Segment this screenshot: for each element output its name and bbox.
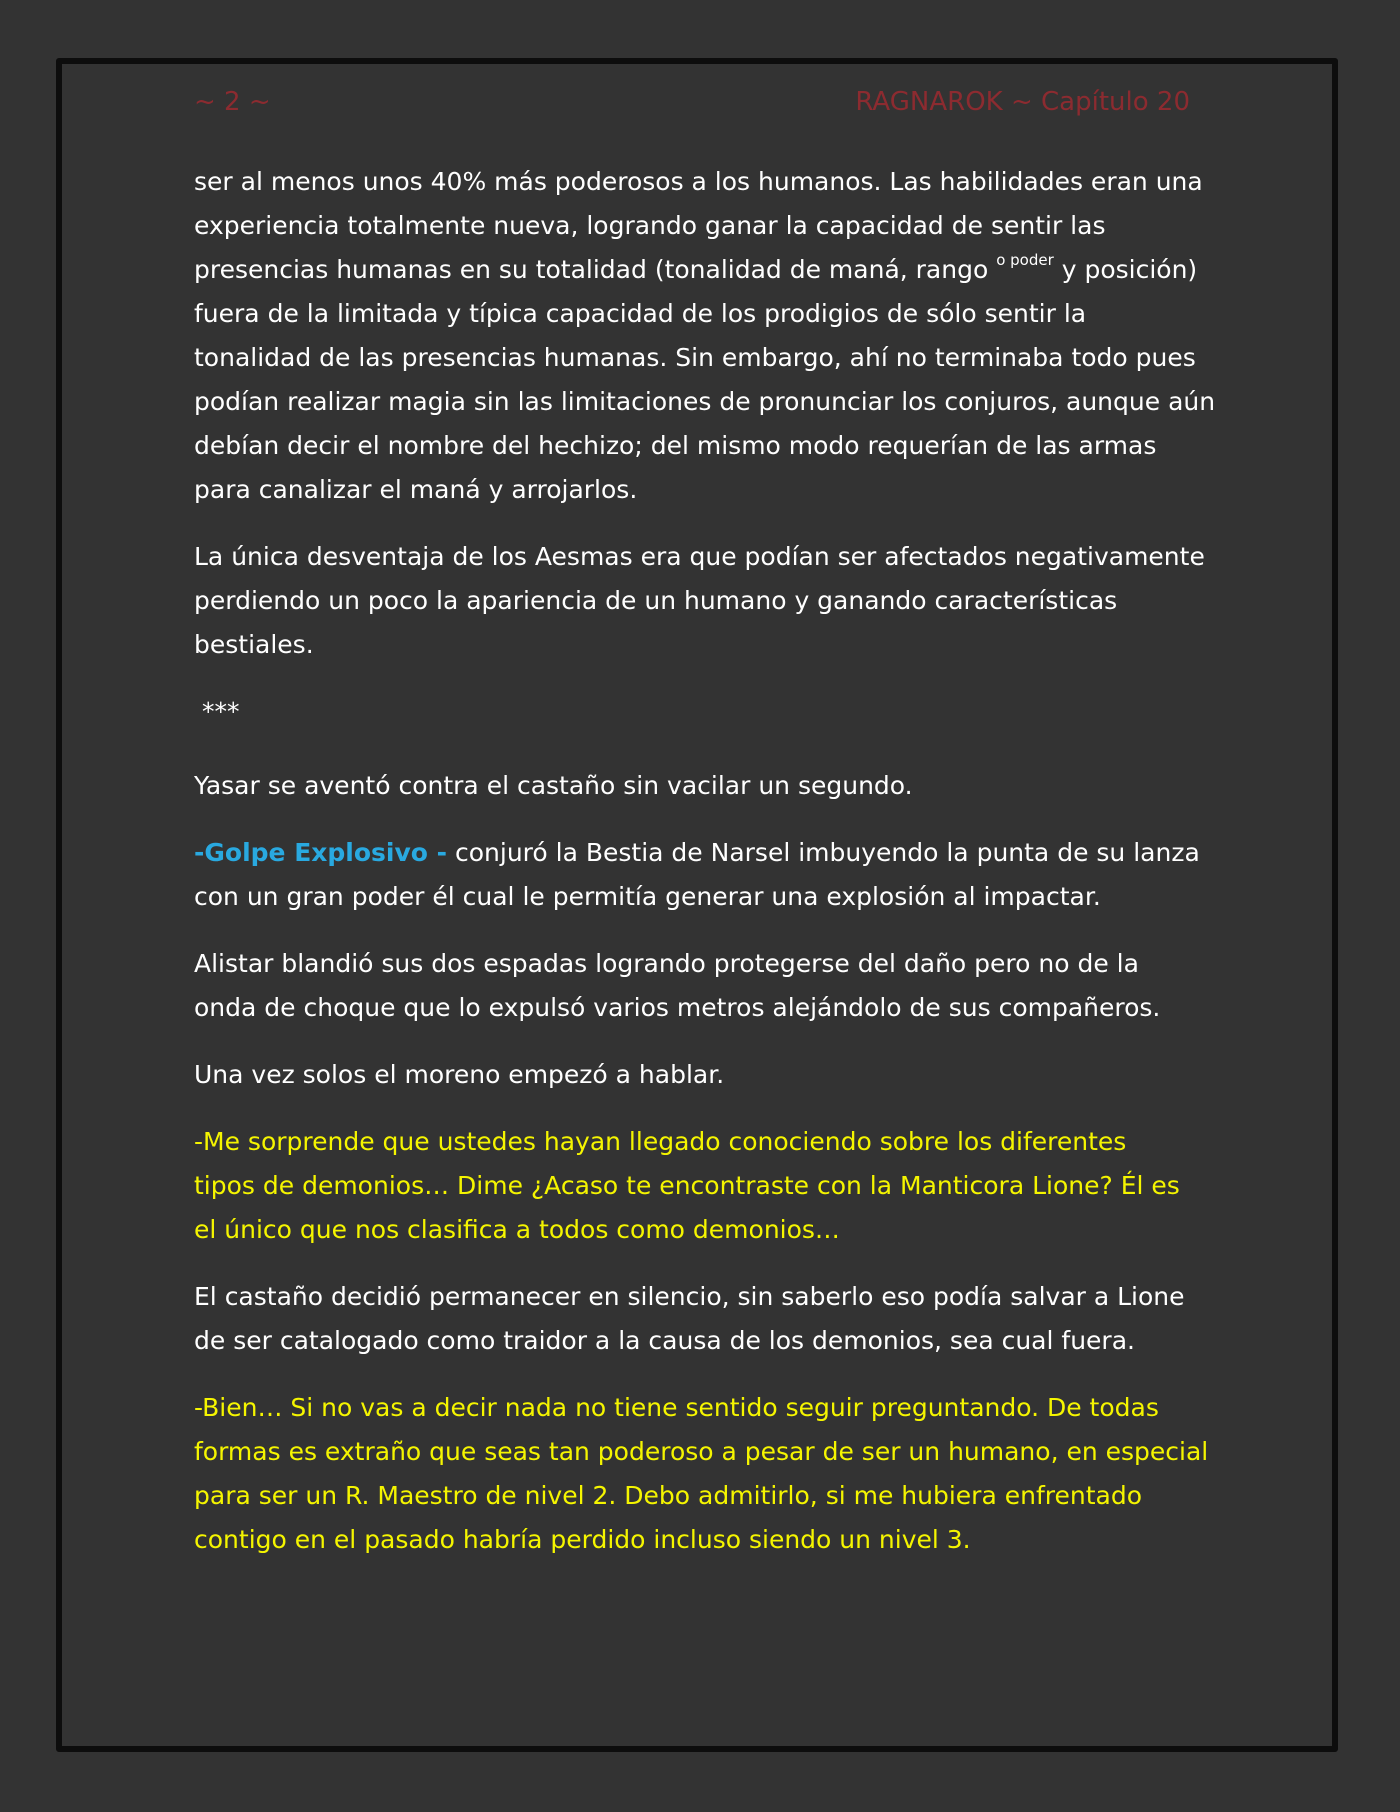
page-header: [194, 84, 1190, 120]
text-line: La única desventaja de los Aesmas era que podían ser afectados negativamente: [194, 542, 1205, 571]
dialogue-line: -Bien… Si no vas a decir nada no tiene sentido seguir preguntando. De todas: [194, 1393, 1159, 1422]
running-title: RAGNAROK ~ Capítulo 20: [855, 87, 1190, 117]
text-line: debían decir el nombre del hechizo; del mismo modo requerían de las armas: [194, 431, 1157, 460]
text-line: para canalizar el maná y arrojarlos.: [194, 475, 638, 504]
paragraph-narration: [194, 1053, 1214, 1097]
text-line: ser al menos unos 40% más poderosos a los humanos. Las habilidades eran una: [194, 167, 1203, 196]
text-line: tonalidad de las presencias humanas. Sin embargo, ahí no terminaba todo pues: [194, 343, 1196, 372]
text-line: Yasar se aventó contra el castaño sin vacilar un segundo.: [194, 771, 913, 800]
paragraph-dialogue: [194, 1120, 1214, 1252]
text-line: de ser catalogado como traidor a la causa de los demonios, sea cual fuera.: [194, 1326, 1135, 1355]
text-line: onda de choque que lo expulsó varios metros alejándolo de sus compañeros.: [194, 993, 1161, 1022]
paragraph-spell-cast: [194, 831, 1214, 919]
superscript-note: o poder: [996, 251, 1054, 269]
paragraph-dialogue: [194, 1386, 1214, 1562]
scene-separator: ***: [202, 697, 240, 726]
text-line: con un gran poder él cual le permitía generar una explosión al impactar.: [194, 882, 1101, 911]
chapter-text: [194, 160, 1214, 1585]
text-segment: y posición): [1053, 255, 1198, 284]
paragraph-aesma-abilities: [194, 160, 1214, 512]
paragraph-narration: [194, 1275, 1214, 1363]
text-line: fuera de la limitada y típica capacidad de los prodigios de sólo sentir la: [194, 299, 1087, 328]
paragraph-narration: [194, 942, 1214, 1030]
page-number: ~ 2 ~: [194, 87, 271, 117]
dialogue-line: tipos de demonios… Dime ¿Acaso te encontraste con la Manticora Lione? Él es: [194, 1171, 1180, 1200]
text-line: Alistar blandió sus dos espadas logrando protegerse del daño pero no de la: [194, 949, 1139, 978]
spell-name: -Golpe Explosivo -: [194, 838, 448, 867]
text-line: experiencia totalmente nueva, logrando ganar la capacidad de sentir las: [194, 211, 1106, 240]
text-line: El castaño decidió permanecer en silencio, sin saberlo eso podía salvar a Lione: [194, 1282, 1185, 1311]
text-line: bestiales.: [194, 630, 314, 659]
text-line: podían realizar magia sin las limitaciones de pronunciar los conjuros, aunque aún: [194, 387, 1216, 416]
dialogue-line: para ser un R. Maestro de nivel 2. Debo admitirlo, si me hubiera enfrentado: [194, 1481, 1142, 1510]
text-segment: presencias humanas en su totalidad (tonalidad de maná, rango: [194, 255, 997, 284]
dialogue-line: -Me sorprende que ustedes hayan llegado conociendo sobre los diferentes: [194, 1127, 1127, 1156]
text-line: Una vez solos el moreno empezó a hablar.: [194, 1060, 725, 1089]
text-line-with-superscript: [194, 248, 1214, 292]
text-line: [194, 831, 1214, 875]
dialogue-line: el único que nos clasifica a todos como demonios…: [194, 1215, 840, 1244]
dialogue-line: contigo en el pasado habría perdido incluso siendo un nivel 3.: [194, 1525, 971, 1554]
dialogue-line: formas es extraño que seas tan poderoso a pesar de ser un humano, en especial: [194, 1437, 1209, 1466]
paragraph-narration: [194, 764, 1214, 808]
paragraph-aesma-disadvantage: [194, 535, 1214, 667]
text-segment: conjuró la Bestia de Narsel imbuyendo la punta de su lanza: [447, 838, 1200, 867]
text-line: perdiendo un poco la apariencia de un humano y ganando características: [194, 586, 1118, 615]
